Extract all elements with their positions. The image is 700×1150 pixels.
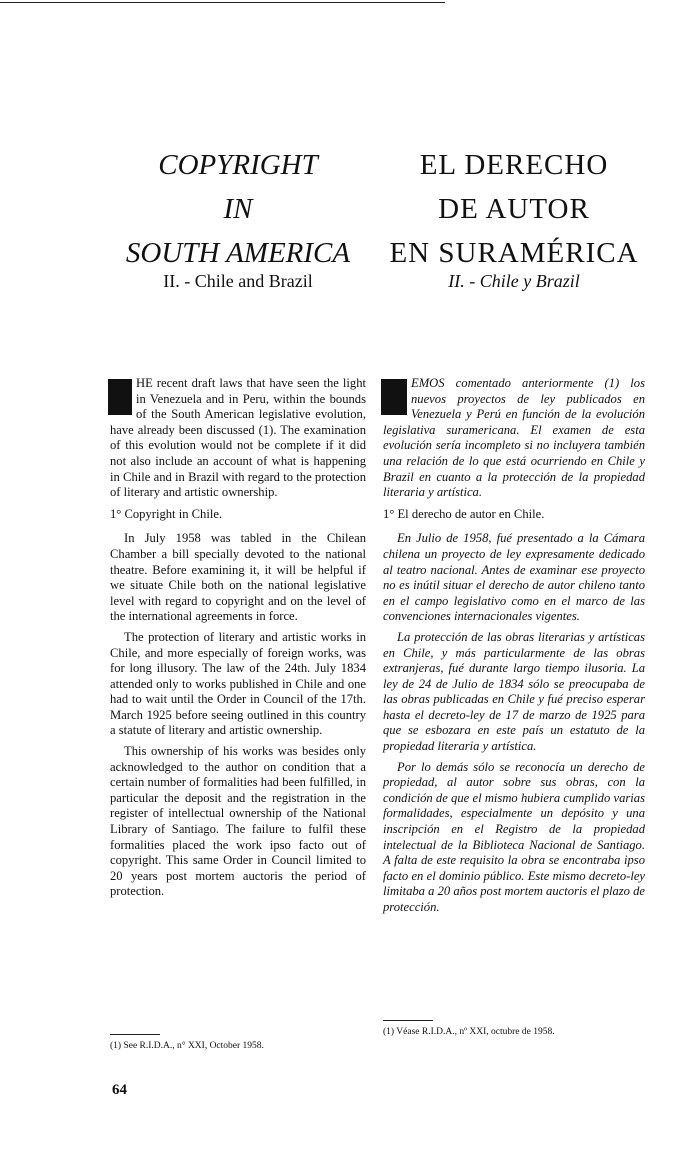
spanish-title-line-3: EN SURAMÉRICA (389, 237, 639, 269)
english-title-line-3: SOUTH AMERICA (125, 237, 351, 269)
spanish-title-line-1: EL DERECHO (419, 149, 609, 181)
spanish-paragraph-3: Por lo demás sólo se reconocía un derecho de propiedad, al autor sobre sus obras, con la condición de que el mismo hubiera cumplido varias formalidades, especialmente un depósito y una inscripción en el Registro de la propiedad intelectual de la Biblioteca Nacional de Santiago. A falta de este requisito la obra se encontraba ipso facto en el dominio público. Este mismo decreto-ley limitaba a 20 años post mortem auctoris el plazo de protección. (383, 759, 646, 914)
english-intro-paragraph (110, 376, 366, 501)
spanish-footnote: (1) Véase R.I.D.A., nº XXI, octubre de 1958. (383, 1027, 555, 1037)
english-footnote-rule (110, 1034, 160, 1035)
dropcap-t-icon (110, 379, 130, 415)
page-number: 64 (112, 1082, 127, 1098)
spanish-footnote-rule (383, 1020, 433, 1021)
spanish-body (383, 376, 645, 921)
english-intro-text: HE recent draft laws that have seen the light in Venezuela and in Peru, within the bounds of the South American legislative evolution, have already been discussed (1). The examination of this evolution would not be complete if it did not also include an account of what is happening in Chile and in Brazil with regard to the protection of literary and artistic ownership. (110, 376, 366, 500)
english-footnote: (1) See R.I.D.A., n° XXI, October 1958. (110, 1041, 264, 1051)
english-title-line-2: IN (223, 193, 253, 225)
spanish-intro-text: EMOS comentado anteriormente (1) los nuevos proyectos de ley publicados en Venezuela y Perú en función de la evolución legislativa suramericana. El examen de esta evolución sería incompleto si no incluyera también una relación de lo que está ocurriendo en Chile y Brazil en cuanto a la protección de la propiedad literaria y artística. (383, 376, 645, 500)
english-paragraph-2: The protection of literary and artistic works in Chile, and more especially of foreign works, was for long illusory. The law of the 24th. July 1834 attended only to works published in Chile and one had to wait until the Order in Council of the 17th. March 1925 before seeing outlined in this country a statute of literary and artistic ownership. (110, 629, 366, 738)
dropcap-h-icon (383, 379, 405, 415)
spanish-section-heading: 1° El derecho de autor en Chile. (383, 506, 545, 521)
spanish-paragraph-1: En Julio de 1958, fué presentado a la Cámara chilena un proyecto de ley expresamente dedicado al teatro nacional. Antes de examinar ese proyecto no es inútil situar el derecho de autor chileno tanto en el campo legislativo como en el marco de las convenciones internacionales vigentes. (383, 531, 645, 624)
spanish-title-line-2: DE AUTOR (438, 193, 590, 225)
spanish-paragraph-2: La protección de las obras literarias y artísticas en Chile, y más particularmente de las obras extranjeras, fué durante largo tiempo ilusoria. La ley de 24 de Julio de 1834 sólo se preocupaba de las obras publicadas en Chile y fué preciso esperar hasta el decreto-ley de 17 de marzo de 1925 para que se esbozara en este país un estatuto de la propiedad literaria y artística. (383, 629, 645, 754)
english-subtitle: II. - Chile and Brazil (163, 271, 313, 291)
spanish-column (383, 0, 645, 1150)
english-paragraph-3: This ownership of his works was besides only acknowledged to the author on condition that a certain number of formalities had been fulfilled, in particular the deposit and the registration in the register of intellectual ownership of the National Library of Santiago. The failure to fulfil these formalities placed the work ipso facto out of copyright. This same Order in Council limited to 20 years post mortem auctoris the period of protection. (110, 744, 366, 899)
spanish-title (383, 143, 645, 275)
english-paragraph-1: In July 1958 was tabled in the Chilean Chamber a bill specially devoted to the national theatre. Before examining it, it will be helpful if we situate Chile both on the national legislative level with regard to copyright and on the level of the international agreements in force. (110, 531, 366, 624)
english-section-heading: 1° Copyright in Chile. (110, 506, 223, 521)
english-title-line-1: COPYRIGHT (158, 149, 318, 181)
spanish-intro-paragraph (383, 376, 645, 501)
spanish-subtitle: II. - Chile y Brazil (448, 271, 580, 291)
english-body (110, 376, 366, 905)
english-title (110, 143, 366, 275)
english-column (110, 0, 366, 1150)
